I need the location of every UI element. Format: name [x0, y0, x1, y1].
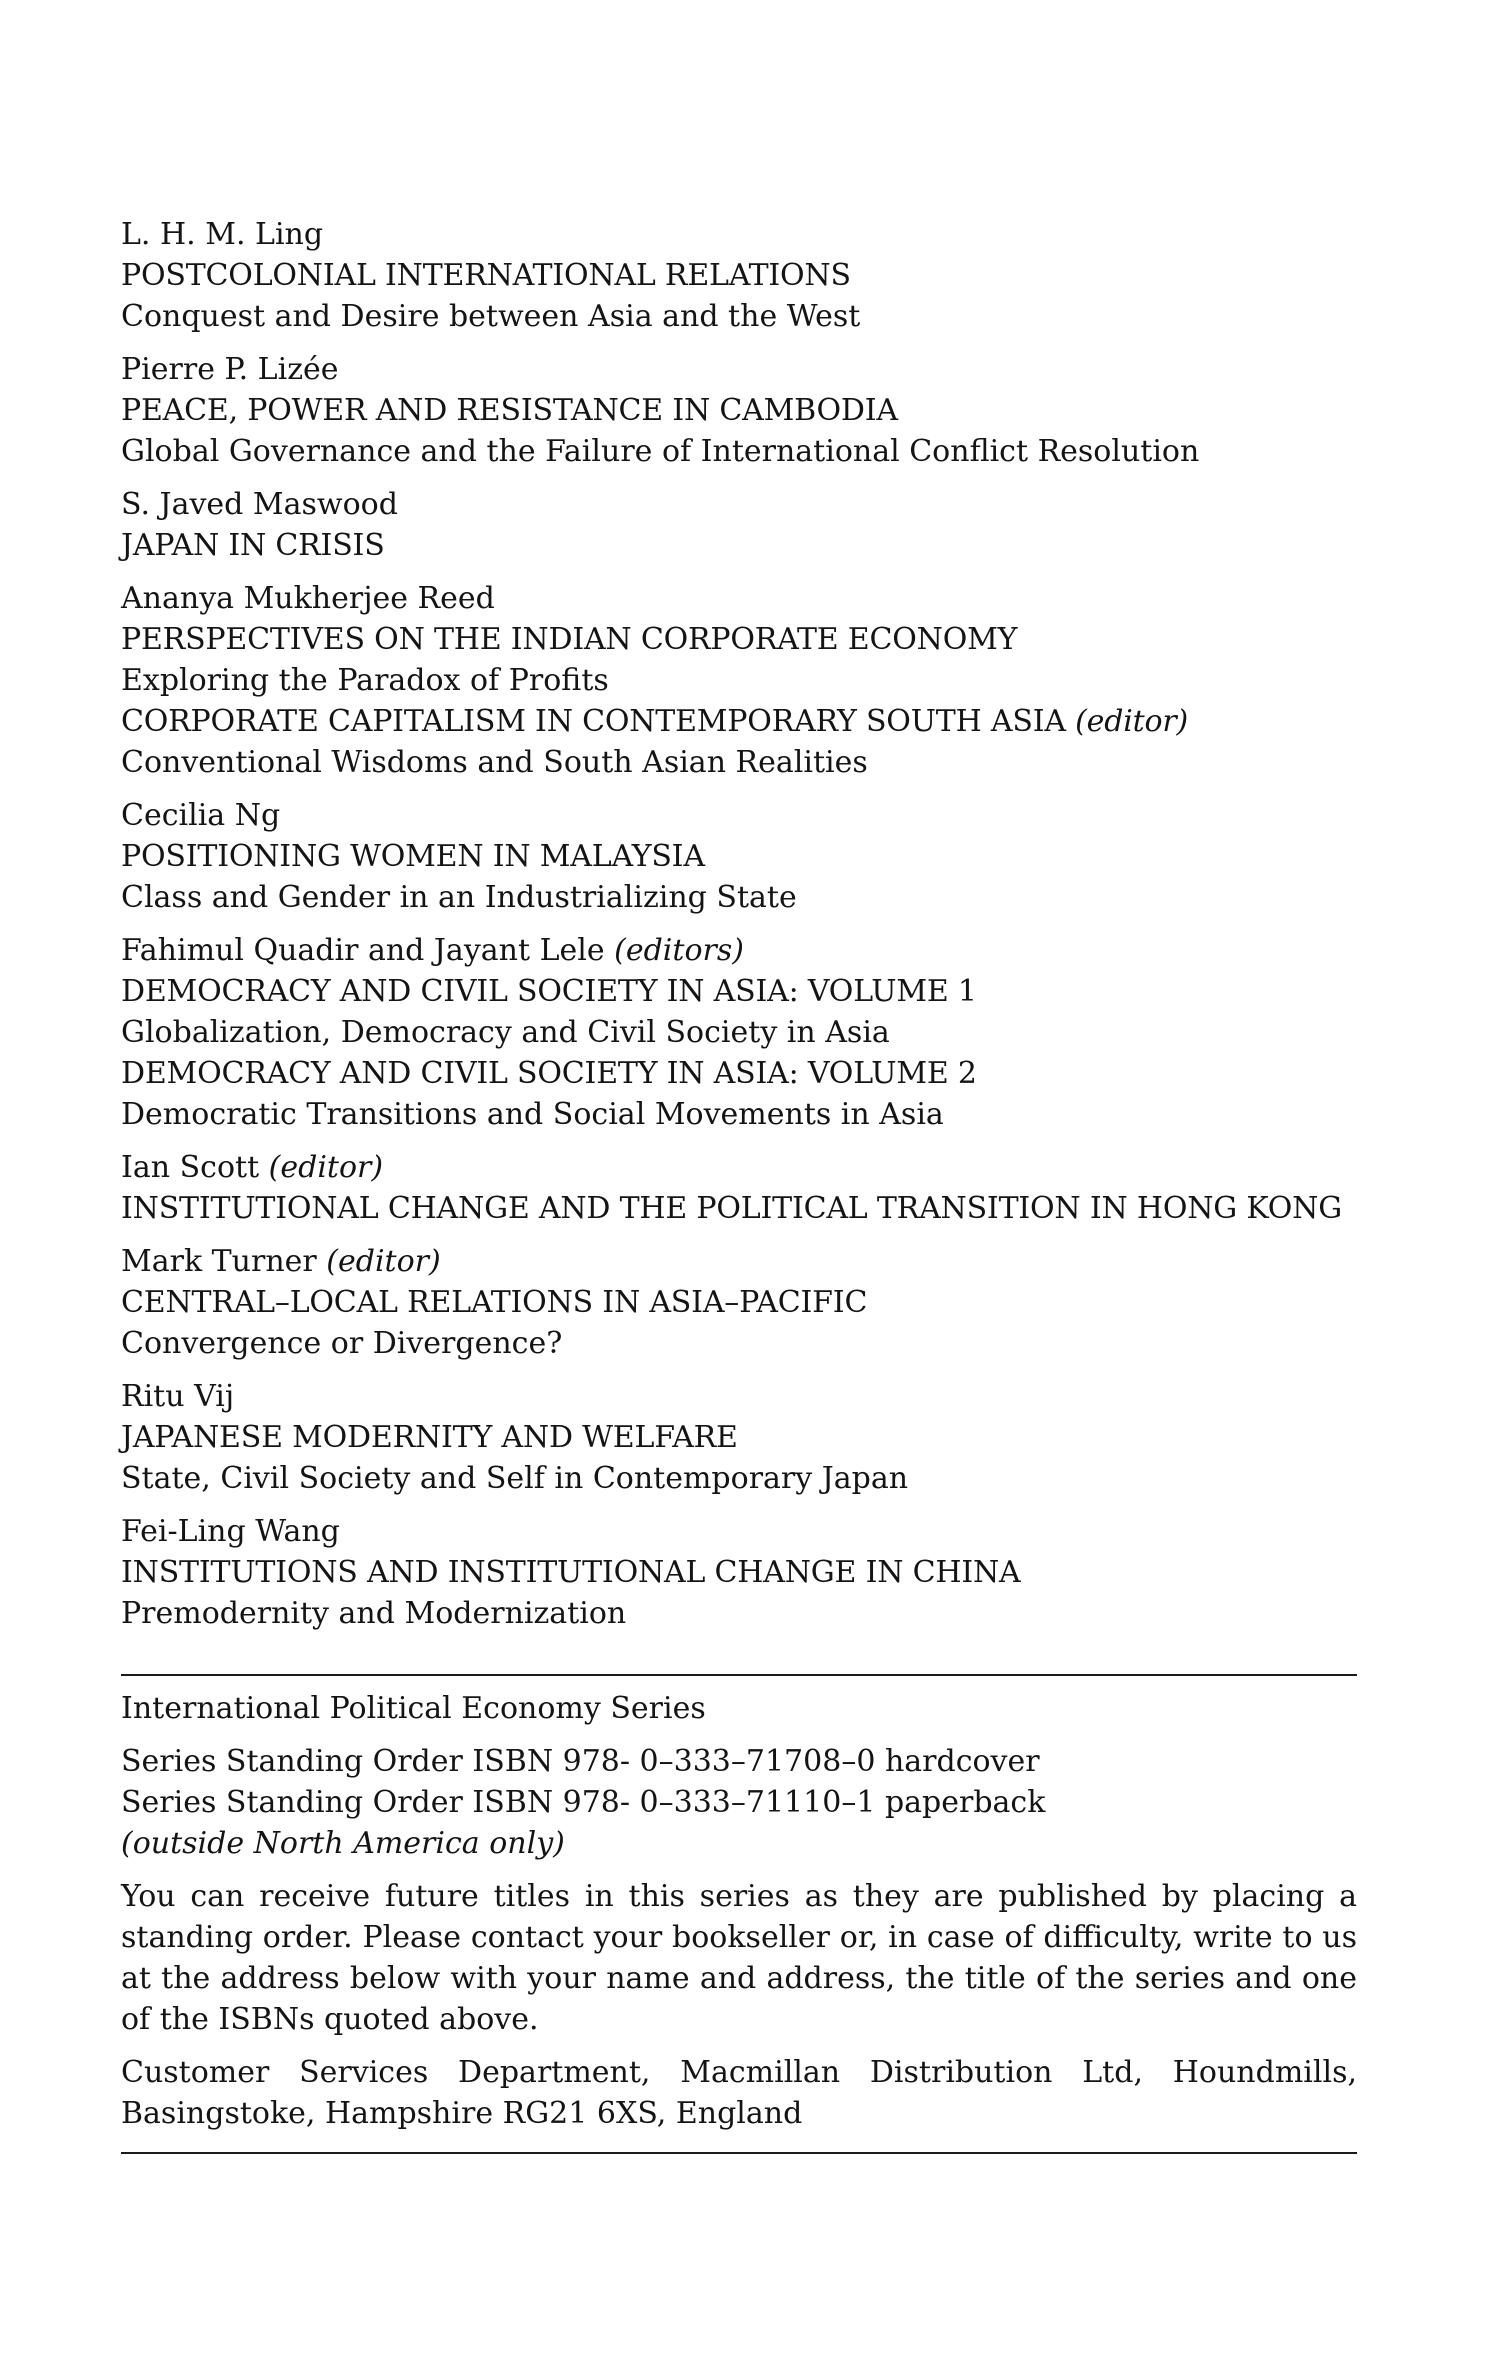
- book-subtitle-second: Democratic Transitions and Social Movements in Asia: [121, 1097, 944, 1132]
- series-name: International Political Economy Series: [121, 1691, 706, 1726]
- book-title: INSTITUTIONS AND INSTITUTIONAL CHANGE IN CHINA: [121, 1555, 1021, 1590]
- standing-order-paragraph: You can receive future titles in this series as they are published by placing a standing order. Please contact your bookseller or, in case of difficulty, write to us at the address below with your name and address, the title of the series and one of the ISBNs quoted above.: [121, 1879, 1357, 2037]
- series-info-box: [121, 1674, 1357, 2154]
- book-title-second: [121, 701, 1357, 742]
- book-title: PEACE, POWER AND RESISTANCE IN CAMBODIA: [121, 393, 898, 428]
- book-title: PERSPECTIVES ON THE INDIAN CORPORATE ECONOMY: [121, 622, 1018, 657]
- editor-note: (editors): [614, 933, 744, 968]
- author: L. H. M. Ling: [121, 217, 324, 252]
- author: Ian Scott: [121, 1150, 260, 1185]
- author-line: [121, 1241, 1357, 1282]
- book-title: JAPANESE MODERNITY AND WELFARE: [121, 1420, 738, 1455]
- book-subtitle: Conquest and Desire between Asia and the West: [121, 299, 861, 334]
- author-line: [121, 1147, 1357, 1188]
- book-entry: [121, 930, 1357, 1135]
- book-title: POSITIONING WOMEN IN MALAYSIA: [121, 839, 705, 874]
- book-title: POSTCOLONIAL INTERNATIONAL RELATIONS: [121, 258, 851, 293]
- book-entry: [121, 578, 1357, 783]
- book-entry: [121, 214, 1357, 337]
- book-subtitle: State, Civil Society and Self in Contemporary Japan: [121, 1461, 909, 1496]
- book-subtitle: Convergence or Divergence?: [121, 1326, 563, 1361]
- availability-note-text: (outside North America only): [121, 1826, 565, 1861]
- author: S. Javed Maswood: [121, 487, 398, 522]
- book-title: INSTITUTIONAL CHANGE AND THE POLITICAL TRANSITION IN HONG KONG: [121, 1191, 1342, 1226]
- book-entry: [121, 1147, 1357, 1229]
- book-subtitle: Class and Gender in an Industrializing State: [121, 880, 797, 915]
- author: Mark Turner: [121, 1244, 317, 1279]
- book-entry: [121, 349, 1357, 472]
- bottom-divider: [121, 2152, 1357, 2154]
- book-entry: [121, 1241, 1357, 1364]
- page: [121, 214, 1357, 2154]
- book-title: DEMOCRACY AND CIVIL SOCIETY IN ASIA: VOLUME 1: [121, 974, 977, 1009]
- isbn-hardcover: Series Standing Order ISBN 978- 0–333–71708–0 hardcover: [121, 1744, 1040, 1779]
- author: Ritu Vij: [121, 1379, 235, 1414]
- author: Fei-Ling Wang: [121, 1514, 340, 1549]
- editor-note: (editor): [1075, 704, 1188, 739]
- availability-note: [121, 1823, 1357, 1864]
- book-subtitle: Exploring the Paradox of Profits: [121, 663, 609, 698]
- book-subtitle: Premodernity and Modernization: [121, 1596, 627, 1631]
- book-title: JAPAN IN CRISIS: [121, 528, 385, 563]
- book-subtitle: Globalization, Democracy and Civil Society in Asia: [121, 1015, 890, 1050]
- editor-note: (editor): [268, 1150, 384, 1185]
- customer-services-address: Customer Services Department, Macmillan Distribution Ltd, Houndmills, Basingstoke, Hampshire RG21 6XS, England: [121, 2055, 1357, 2131]
- author: Fahimul Quadir and Jayant Lele: [121, 933, 605, 968]
- book-entry: [121, 1511, 1357, 1634]
- isbn-paperback: Series Standing Order ISBN 978- 0–333–71110–1 paperback: [121, 1785, 1046, 1820]
- top-divider: [121, 1674, 1357, 1676]
- author-line: [121, 930, 1357, 971]
- editor-note: (editor): [326, 1244, 441, 1279]
- book-subtitle-second: Conventional Wisdoms and South Asian Realities: [121, 745, 868, 780]
- book-entry: [121, 484, 1357, 566]
- book-entry: [121, 795, 1357, 918]
- book-title-second: DEMOCRACY AND CIVIL SOCIETY IN ASIA: VOLUME 2: [121, 1056, 977, 1091]
- author: Ananya Mukherjee Reed: [121, 581, 495, 616]
- book-title-text: CORPORATE CAPITALISM IN CONTEMPORARY SOUTH ASIA: [121, 704, 1066, 739]
- author: Cecilia Ng: [121, 798, 281, 833]
- book-title: CENTRAL–LOCAL RELATIONS IN ASIA–PACIFIC: [121, 1285, 868, 1320]
- author: Pierre P. Lizée: [121, 352, 339, 387]
- book-entry: [121, 1376, 1357, 1499]
- book-subtitle: Global Governance and the Failure of International Conflict Resolution: [121, 434, 1200, 469]
